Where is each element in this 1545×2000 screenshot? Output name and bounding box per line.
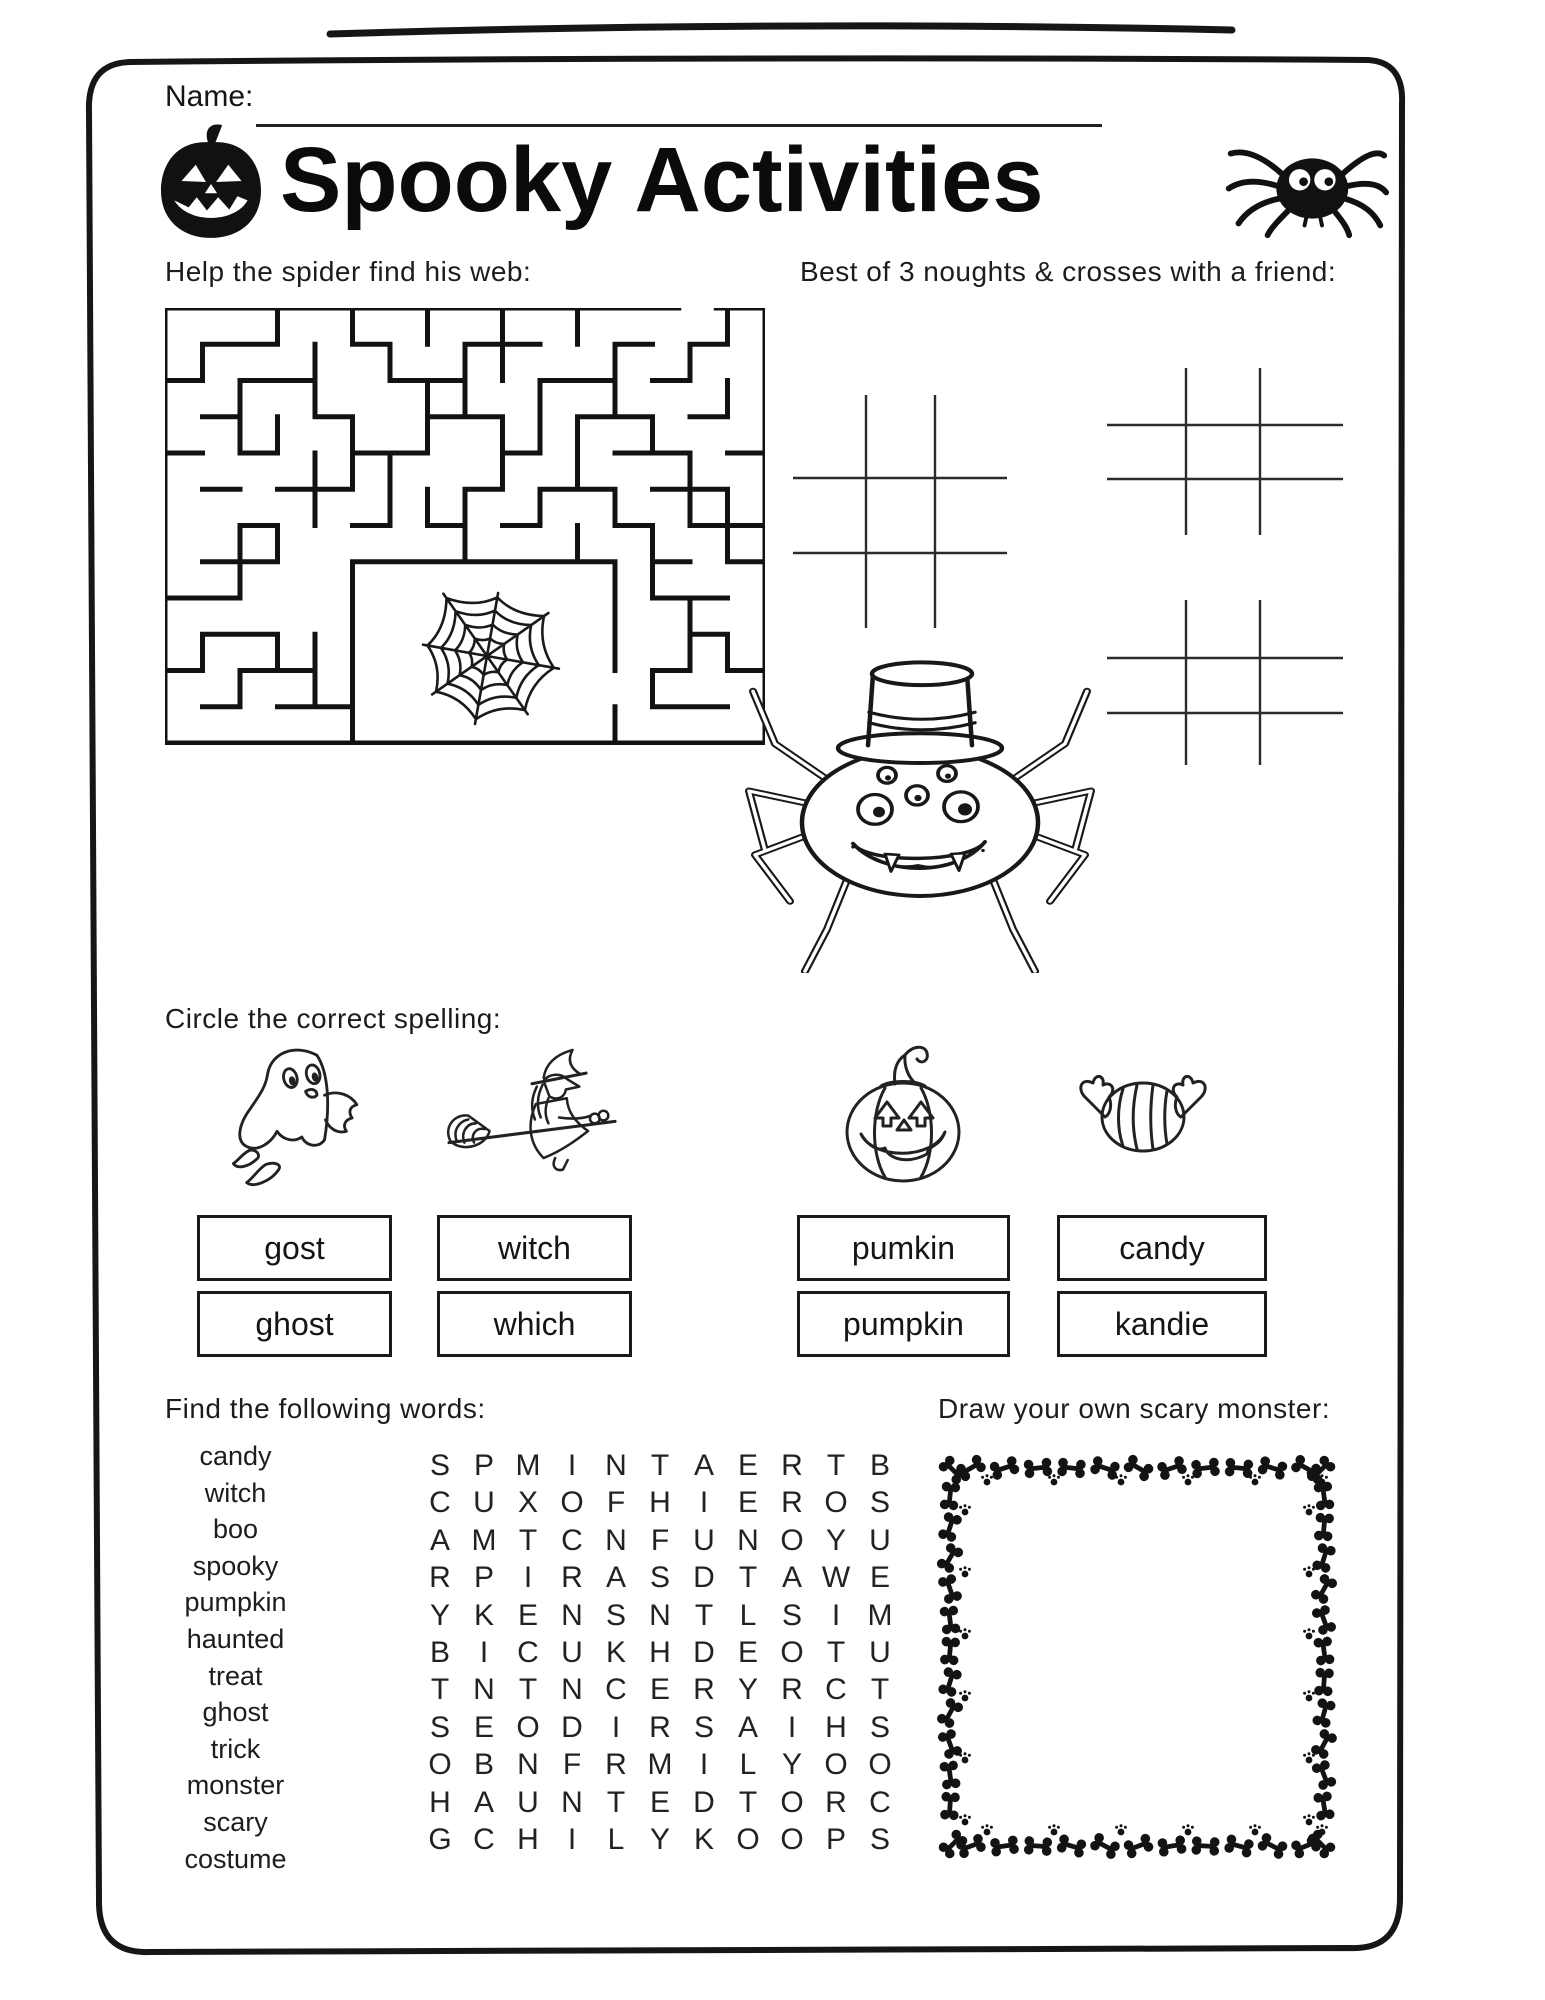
wordsearch-letter: C bbox=[473, 1823, 495, 1856]
wordsearch-letter: O bbox=[780, 1636, 804, 1669]
wordsearch-letter: Y bbox=[825, 1523, 846, 1557]
name-line-input[interactable] bbox=[256, 124, 1102, 127]
wordsearch-letter: I bbox=[523, 1561, 533, 1595]
wordsearch-letter: C bbox=[561, 1523, 583, 1557]
spelling-section-label: Circle the correct spelling: bbox=[165, 1003, 502, 1034]
spelling-word: which bbox=[493, 1305, 576, 1342]
wordsearch-letter: T bbox=[738, 1561, 758, 1595]
name-label: Name: bbox=[165, 80, 254, 113]
word-list-item: candy bbox=[199, 1441, 272, 1471]
spider-maze[interactable] bbox=[165, 308, 765, 745]
wordsearch-letter: D bbox=[693, 1561, 715, 1595]
wordsearch-letter: M bbox=[867, 1598, 893, 1632]
candy-image bbox=[1053, 1056, 1233, 1178]
wordsearch-letter: G bbox=[428, 1823, 452, 1856]
wordsearch-letter: A bbox=[605, 1561, 626, 1595]
wordsearch-letter: R bbox=[781, 1486, 803, 1520]
wordsearch-letter: T bbox=[650, 1449, 670, 1482]
spelling-word: kandie bbox=[1114, 1305, 1210, 1342]
wordsearch-letter: U bbox=[473, 1486, 495, 1520]
ttt-grid-1 bbox=[793, 395, 1007, 628]
ttt-grid-3 bbox=[1107, 600, 1343, 765]
wordsearch-letter: O bbox=[780, 1785, 804, 1819]
wordsearch-letter: E bbox=[517, 1598, 538, 1632]
wordsearch-letter: T bbox=[694, 1598, 714, 1632]
wordsearch-letter: K bbox=[693, 1823, 714, 1856]
wordsearch-section-label: Find the following words: bbox=[165, 1393, 486, 1424]
wordsearch-letter: S bbox=[781, 1598, 802, 1632]
word-list-item: spooky bbox=[192, 1550, 279, 1581]
wordsearch-letter: P bbox=[473, 1449, 494, 1482]
spelling-word: gost bbox=[264, 1229, 325, 1266]
wordsearch-letter: U bbox=[561, 1636, 583, 1669]
wordsearch-letter: E bbox=[473, 1710, 494, 1744]
word-list-item: trick bbox=[210, 1733, 261, 1764]
wordsearch-letter: N bbox=[473, 1673, 495, 1707]
wordsearch-letter: E bbox=[737, 1486, 758, 1520]
wordsearch-letter: R bbox=[429, 1561, 451, 1595]
wordsearch-letter: N bbox=[561, 1785, 583, 1819]
wordsearch-letter: C bbox=[825, 1673, 847, 1707]
wordsearch-letter: S bbox=[869, 1823, 890, 1856]
wordsearch-letter: R bbox=[649, 1710, 671, 1744]
spelling-option[interactable] bbox=[797, 1291, 1010, 1357]
wordsearch-letter: X bbox=[517, 1486, 538, 1520]
wordsearch-letter: R bbox=[561, 1561, 583, 1595]
wordsearch-letter: O bbox=[868, 1748, 892, 1782]
wordsearch-letter: R bbox=[825, 1785, 847, 1819]
monster-section-label: Draw your own scary monster: bbox=[938, 1393, 1331, 1424]
wordsearch-letter: A bbox=[429, 1523, 450, 1557]
wordsearch-letter: S bbox=[429, 1449, 450, 1482]
ttt-section-label: Best of 3 noughts & crosses with a friend: bbox=[800, 256, 1337, 287]
wordsearch-letter: M bbox=[647, 1748, 673, 1782]
wordsearch-letter: I bbox=[831, 1598, 841, 1632]
wordsearch-letter: D bbox=[561, 1710, 583, 1744]
spelling-option[interactable] bbox=[1057, 1291, 1267, 1357]
wordsearch-letter: M bbox=[471, 1523, 497, 1557]
word-list-item: haunted bbox=[186, 1623, 285, 1654]
ghost-image bbox=[222, 1042, 372, 1194]
wordsearch-letter: R bbox=[605, 1748, 627, 1782]
wordsearch-letter: E bbox=[649, 1785, 670, 1819]
word-list-item: witch bbox=[204, 1477, 267, 1508]
wordsearch-letter: I bbox=[567, 1449, 577, 1482]
page-title: Spooky Activities bbox=[280, 129, 1044, 231]
pumpkin-icon bbox=[155, 120, 267, 242]
spelling-option[interactable] bbox=[437, 1291, 632, 1357]
wordsearch-letter: S bbox=[869, 1486, 890, 1520]
wordsearch-letter: I bbox=[611, 1710, 621, 1744]
wordsearch-letter: U bbox=[693, 1523, 715, 1557]
wordsearch-letter: O bbox=[560, 1486, 584, 1520]
wordsearch-letter: S bbox=[869, 1710, 890, 1744]
wordsearch-letter: N bbox=[649, 1598, 671, 1632]
wordsearch-letter: T bbox=[518, 1523, 538, 1557]
wordsearch-letter: O bbox=[736, 1823, 760, 1856]
wordsearch-letter: N bbox=[605, 1449, 627, 1482]
wordsearch-letter: D bbox=[693, 1636, 715, 1669]
wordsearch-letter: Y bbox=[737, 1673, 758, 1707]
wordsearch-letter: A bbox=[781, 1561, 802, 1595]
wordsearch-letter: H bbox=[649, 1486, 671, 1520]
wordsearch-letter: S bbox=[605, 1598, 626, 1632]
wordsearch-letter: D bbox=[693, 1785, 715, 1819]
wordsearch-letter: T bbox=[826, 1449, 846, 1482]
wordsearch-letter: B bbox=[869, 1449, 890, 1482]
wordsearch-letter: C bbox=[605, 1673, 627, 1707]
wordsearch-letter: N bbox=[561, 1673, 583, 1707]
wordsearch-letter: Y bbox=[649, 1823, 670, 1856]
spelling-option[interactable] bbox=[197, 1291, 392, 1357]
wordsearch-letter: U bbox=[869, 1636, 891, 1669]
wordsearch-letter: O bbox=[780, 1823, 804, 1856]
word-list bbox=[148, 1438, 323, 1877]
wordsearch-letter: L bbox=[739, 1748, 757, 1782]
ttt-grid-2 bbox=[1107, 368, 1343, 535]
spelling-word: pumpkin bbox=[843, 1305, 964, 1342]
monster-drawing-area[interactable] bbox=[935, 1452, 1339, 1864]
wordsearch-letter: R bbox=[693, 1673, 715, 1707]
wordsearch-letter: A bbox=[737, 1710, 758, 1744]
wordsearch-letter: E bbox=[737, 1449, 758, 1482]
word-list-item: costume bbox=[184, 1843, 287, 1874]
wordsearch-letter: O bbox=[428, 1748, 452, 1782]
wordsearch-letter: K bbox=[473, 1598, 494, 1632]
wordsearch-letter: E bbox=[737, 1636, 758, 1669]
wordsearch-letter: Y bbox=[781, 1748, 802, 1782]
word-list-item: treat bbox=[208, 1660, 263, 1691]
wordsearch-letter: F bbox=[606, 1486, 626, 1520]
wordsearch-letter: F bbox=[562, 1748, 582, 1782]
spelling-word: pumkin bbox=[851, 1229, 956, 1266]
wordsearch-letter: B bbox=[429, 1636, 450, 1669]
wordsearch-letter: C bbox=[517, 1636, 539, 1669]
wordsearch-letter: S bbox=[429, 1710, 450, 1744]
word-list-item: ghost bbox=[202, 1697, 269, 1728]
wordsearch-letter: T bbox=[606, 1785, 626, 1819]
wordsearch-letter: F bbox=[650, 1523, 670, 1557]
pumpkin-image bbox=[833, 1040, 973, 1190]
wordsearch-letter: O bbox=[780, 1523, 804, 1557]
wordsearch-letter: T bbox=[738, 1785, 758, 1819]
spelling-option[interactable] bbox=[1057, 1215, 1267, 1281]
spelling-option[interactable] bbox=[197, 1215, 392, 1281]
wordsearch-letter: R bbox=[781, 1673, 803, 1707]
wordsearch-letter: N bbox=[517, 1748, 539, 1782]
wordsearch-letter: E bbox=[649, 1673, 670, 1707]
spelling-option[interactable] bbox=[437, 1215, 632, 1281]
wordsearch-letter: B bbox=[473, 1748, 494, 1782]
wordsearch-letter: I bbox=[699, 1486, 709, 1520]
wordsearch-letter: C bbox=[429, 1486, 451, 1520]
wordsearch-grid bbox=[418, 1447, 902, 1859]
spelling-word: ghost bbox=[255, 1305, 334, 1342]
wordsearch-letter: R bbox=[781, 1449, 803, 1482]
wordsearch-letter: U bbox=[869, 1523, 891, 1557]
spiderweb-icon bbox=[423, 593, 559, 724]
wordsearch-letter: T bbox=[870, 1673, 890, 1707]
wordsearch-letter: U bbox=[517, 1785, 539, 1819]
wordsearch-letter: P bbox=[825, 1823, 846, 1856]
wordsearch-letter: H bbox=[429, 1785, 451, 1819]
witch-image bbox=[440, 1048, 625, 1188]
wordsearch-letter: I bbox=[787, 1710, 797, 1744]
wordsearch-letter: M bbox=[515, 1449, 541, 1482]
wordsearch-letter: L bbox=[607, 1823, 625, 1856]
wordsearch-letter: P bbox=[473, 1561, 494, 1595]
wordsearch-letter: H bbox=[517, 1823, 539, 1856]
wordsearch-letter: I bbox=[479, 1636, 489, 1669]
wordsearch-letter: I bbox=[567, 1823, 577, 1856]
word-list-item: monster bbox=[186, 1770, 285, 1801]
wordsearch-letter: C bbox=[869, 1785, 891, 1819]
spelling-word: candy bbox=[1119, 1229, 1205, 1266]
wordsearch-letter: O bbox=[824, 1486, 848, 1520]
wordsearch-letter: N bbox=[737, 1523, 759, 1557]
wordsearch-letter: A bbox=[473, 1785, 494, 1819]
wordsearch-letter: K bbox=[605, 1636, 626, 1669]
word-list-item: pumpkin bbox=[184, 1587, 287, 1618]
wordsearch-letter: N bbox=[561, 1598, 583, 1632]
wordsearch-letter: E bbox=[869, 1561, 890, 1595]
wordsearch-letter: Y bbox=[429, 1598, 450, 1632]
word-list-item: scary bbox=[203, 1806, 268, 1837]
wordsearch-letter: L bbox=[739, 1598, 757, 1632]
wordsearch-letter: W bbox=[821, 1561, 851, 1595]
spelling-word: witch bbox=[498, 1229, 571, 1266]
wordsearch-letter: T bbox=[826, 1636, 846, 1669]
wordsearch-letter: O bbox=[824, 1748, 848, 1782]
maze-section-label: Help the spider find his web: bbox=[165, 256, 532, 287]
wordsearch-letter: I bbox=[699, 1748, 709, 1782]
wordsearch-letter: N bbox=[605, 1523, 627, 1557]
bone-border-icon bbox=[935, 1453, 1339, 1860]
spelling-option[interactable] bbox=[797, 1215, 1010, 1281]
wordsearch-letter: H bbox=[649, 1636, 671, 1669]
wordsearch-letter: H bbox=[825, 1710, 847, 1744]
wordsearch-letter: T bbox=[430, 1673, 450, 1707]
wordsearch-letter: T bbox=[518, 1673, 538, 1707]
wordsearch-letter: S bbox=[649, 1561, 670, 1595]
word-list-item: boo bbox=[212, 1514, 259, 1545]
spider-tophat-image bbox=[735, 623, 1105, 973]
wordsearch-letter: O bbox=[516, 1710, 540, 1744]
wordsearch-letter: A bbox=[693, 1449, 714, 1482]
wordsearch-letter: S bbox=[693, 1710, 714, 1744]
spider-icon bbox=[1218, 138, 1393, 240]
